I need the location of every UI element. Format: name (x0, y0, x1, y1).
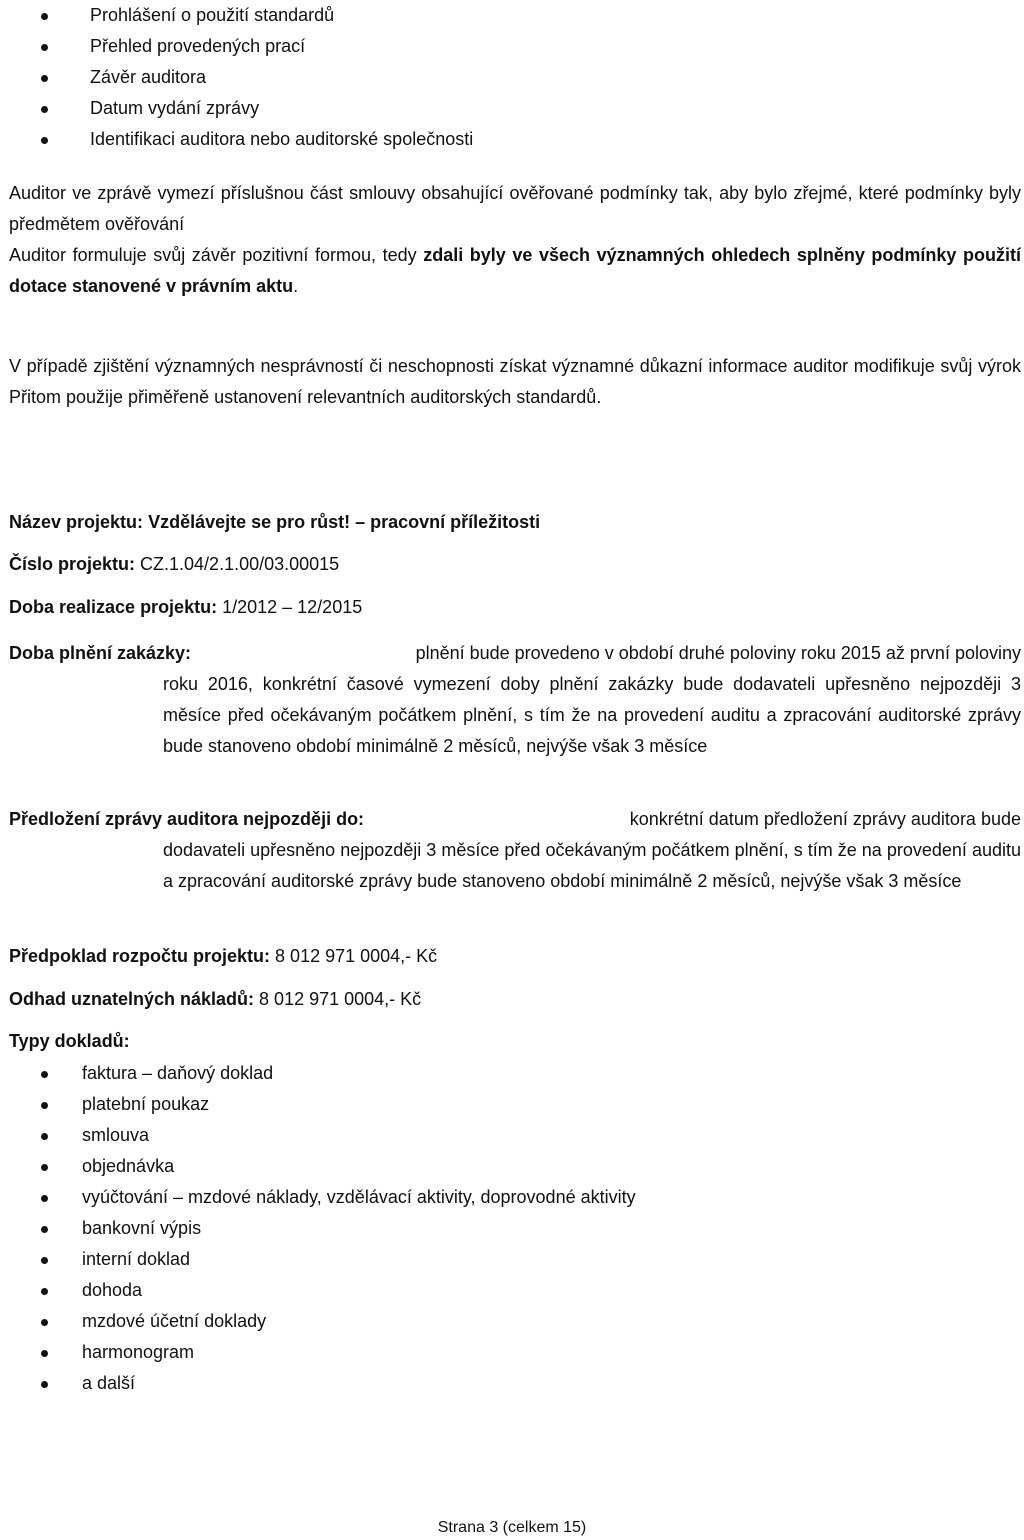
paragraph-end: . (293, 276, 299, 296)
fulfilment-period-first: plnění bude provedeno v období druhé poloviny roku 2015 až první poloviny (415, 643, 1021, 663)
paragraph-text: Auditor formuluje svůj závěr pozitivní formou, tedy (9, 245, 424, 265)
document-types-list (82, 1058, 636, 1399)
document-types-heading (9, 1026, 130, 1057)
list-item: Identifikaci auditora nebo auditorské společnosti (90, 124, 473, 155)
report-contents-list (90, 0, 473, 155)
list-item: faktura – daňový doklad (82, 1058, 636, 1089)
paragraph-conclusion (9, 240, 1021, 302)
budget-row (9, 941, 437, 972)
list-item: bankovní výpis (82, 1213, 636, 1244)
submission-deadline-label: Předložení zprávy auditora nejpozději do: (9, 809, 365, 829)
eligible-costs-value: 8 012 971 0004,- Kč (259, 989, 422, 1009)
project-name-label: Název projektu: (9, 512, 144, 532)
list-item: platební poukaz (82, 1089, 636, 1120)
document-types-label: Typy dokladů: (9, 1031, 130, 1051)
submission-deadline-first: konkrétní datum předložení zprávy auditora bude (629, 809, 1021, 829)
budget-value: 8 012 971 0004,- Kč (275, 946, 438, 966)
fulfilment-period-body: roku 2016, konkrétní časové vymezení doby plnění zakázky bude dodavateli upřesněno nejpozději 3 měsíce před očekávaným počátkem plnění, s tím že na provedení auditu a zpracování auditorské zprávy bude stanoveno období minimálně 2 měsíců, nejvýše však 3 měsíce (163, 674, 1021, 756)
eligible-costs-row (9, 984, 421, 1015)
list-item: dohoda (82, 1275, 636, 1306)
list-item: vyúčtování – mzdové náklady, vzdělávací aktivity, doprovodné aktivity (82, 1182, 636, 1213)
project-period-row (9, 592, 362, 623)
list-item: Přehled provedených prací (90, 31, 473, 62)
project-number-row (9, 549, 339, 580)
fulfilment-period-label: Doba plnění zakázky: (9, 643, 192, 663)
submission-deadline-first-line (9, 804, 1021, 835)
list-item: a další (82, 1368, 636, 1399)
list-item: Datum vydání zprávy (90, 93, 473, 124)
list-item: smlouva (82, 1120, 636, 1151)
submission-deadline-body: dodavateli upřesněno nejpozději 3 měsíce před očekávaným počátkem plnění, s tím že na provedení auditu a zpracování auditorské zprávy bude stanoveno období minimálně 2 měsíců, nejvýše však 3 měsíce (163, 840, 1021, 891)
project-number-value: CZ.1.04/2.1.00/03.00015 (140, 554, 340, 574)
budget-label: Předpoklad rozpočtu projektu: (9, 946, 271, 966)
list-item: objednávka (82, 1151, 636, 1182)
list-item: mzdové účetní doklady (82, 1306, 636, 1337)
list-item: Prohlášení o použití standardů (90, 0, 473, 31)
paragraph-emphasis: zdali byly ve všech významných ohledech splněny podmínky použití dotace stanovené v právním aktu (9, 245, 1021, 296)
project-period-value: 1/2012 – 12/2015 (222, 597, 363, 617)
list-item: Závěr auditora (90, 62, 473, 93)
project-name-row (9, 507, 540, 538)
project-number-label: Číslo projektu: (9, 554, 136, 574)
list-item: harmonogram (82, 1337, 636, 1368)
project-period-label: Doba realizace projektu: (9, 597, 218, 617)
paragraph-contract-scope: Auditor ve zprávě vymezí příslušnou část smlouvy obsahující ověřované podmínky tak, aby bylo zřejmé, které podmínky byly předmětem ověřování (9, 183, 1021, 234)
fulfilment-period-first-line (9, 638, 1021, 669)
project-name-value: Vzdělávejte se pro růst! – pracovní příležitosti (148, 512, 541, 532)
page-footer: Strana 3 (celkem 15) (437, 1519, 587, 1536)
paragraph-modification: V případě zjištění významných nesprávností či neschopnosti získat významné důkazní informace auditor modifikuje svůj výrok Přitom použije přiměřeně ustanovení relevantních auditorských standardů. (9, 356, 1021, 407)
eligible-costs-label: Odhad uznatelných nákladů: (9, 989, 255, 1009)
list-item: interní doklad (82, 1244, 636, 1275)
